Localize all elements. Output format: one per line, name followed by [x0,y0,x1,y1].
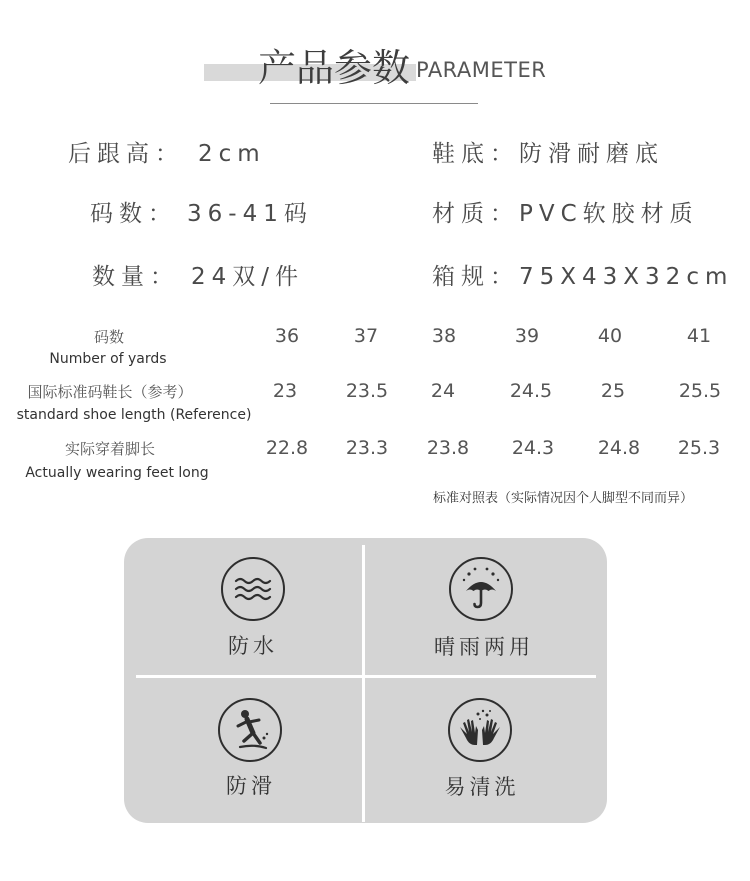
title-underline [270,103,478,104]
spec-value: 24双/件 [191,264,305,290]
umbrella-icon [449,557,513,621]
table-cell: 23.3 [345,437,389,459]
spec-value: 防滑耐磨底 [519,141,664,167]
spec-label: 材质： [432,201,519,227]
spec-value: PVC软胶材质 [519,201,699,227]
feature-label-waterproof: 防水 [228,634,278,658]
table-cell: 25 [600,380,626,402]
feature-label-easy-clean: 易清洗 [444,775,520,799]
row-label-cn: 实际穿着脚长 [64,440,155,458]
spec-label: 鞋底： [432,141,519,167]
table-cell: 41 [686,325,712,347]
table-cell: 38 [431,325,457,347]
spec-value: 2cm [198,141,266,167]
table-cell: 23 [272,380,298,402]
slipping-person-icon [218,698,282,762]
table-cell: 24.5 [509,380,553,402]
spec-sizes [90,199,313,229]
spec-material [432,199,699,229]
spec-label: 数量： [92,264,179,290]
spec-label: 后跟高： [68,141,184,167]
spec-heel-height [68,139,266,169]
table-cell: 36 [274,325,300,347]
feature-label-rain-or-shine: 晴雨两用 [434,635,534,659]
spec-carton-size [432,262,733,292]
spec-value: 75X43X32cm [519,264,734,290]
table-cell: 25.3 [677,437,721,459]
spec-value: 36-41码 [187,201,313,227]
washing-hands-icon [448,698,512,762]
page-title-en: PARAMETER [416,58,547,82]
row-label-en: Number of yards [49,351,167,367]
table-cell: 24.8 [597,437,641,459]
table-cell: 24.3 [511,437,555,459]
spec-quantity [92,262,304,292]
panel-divider-horizontal [136,675,596,678]
spec-label: 码数： [90,201,177,227]
table-cell: 40 [597,325,623,347]
spec-label: 箱规： [432,264,519,290]
table-cell: 24 [430,380,456,402]
row-label-cn: 码数 [93,328,124,346]
row-label-en: standard shoe length (Reference) [16,407,252,423]
page-title: 产品参数 [258,46,411,90]
table-cell: 23.5 [345,380,389,402]
table-cell: 22.8 [265,437,309,459]
feature-label-anti-slip: 防滑 [226,774,276,798]
row-label-cn: 国际标准码鞋长（参考） [27,383,193,401]
panel-divider-vertical [362,545,365,822]
size-table-note: 标准对照表（实际情况因个人脚型不同而异） [433,491,694,506]
waves-icon [221,557,285,621]
table-cell: 39 [514,325,540,347]
table-cell: 37 [353,325,379,347]
table-cell: 25.5 [678,380,722,402]
spec-sole [432,139,664,169]
row-label-en: Actually wearing feet long [25,465,209,481]
table-cell: 23.8 [426,437,470,459]
